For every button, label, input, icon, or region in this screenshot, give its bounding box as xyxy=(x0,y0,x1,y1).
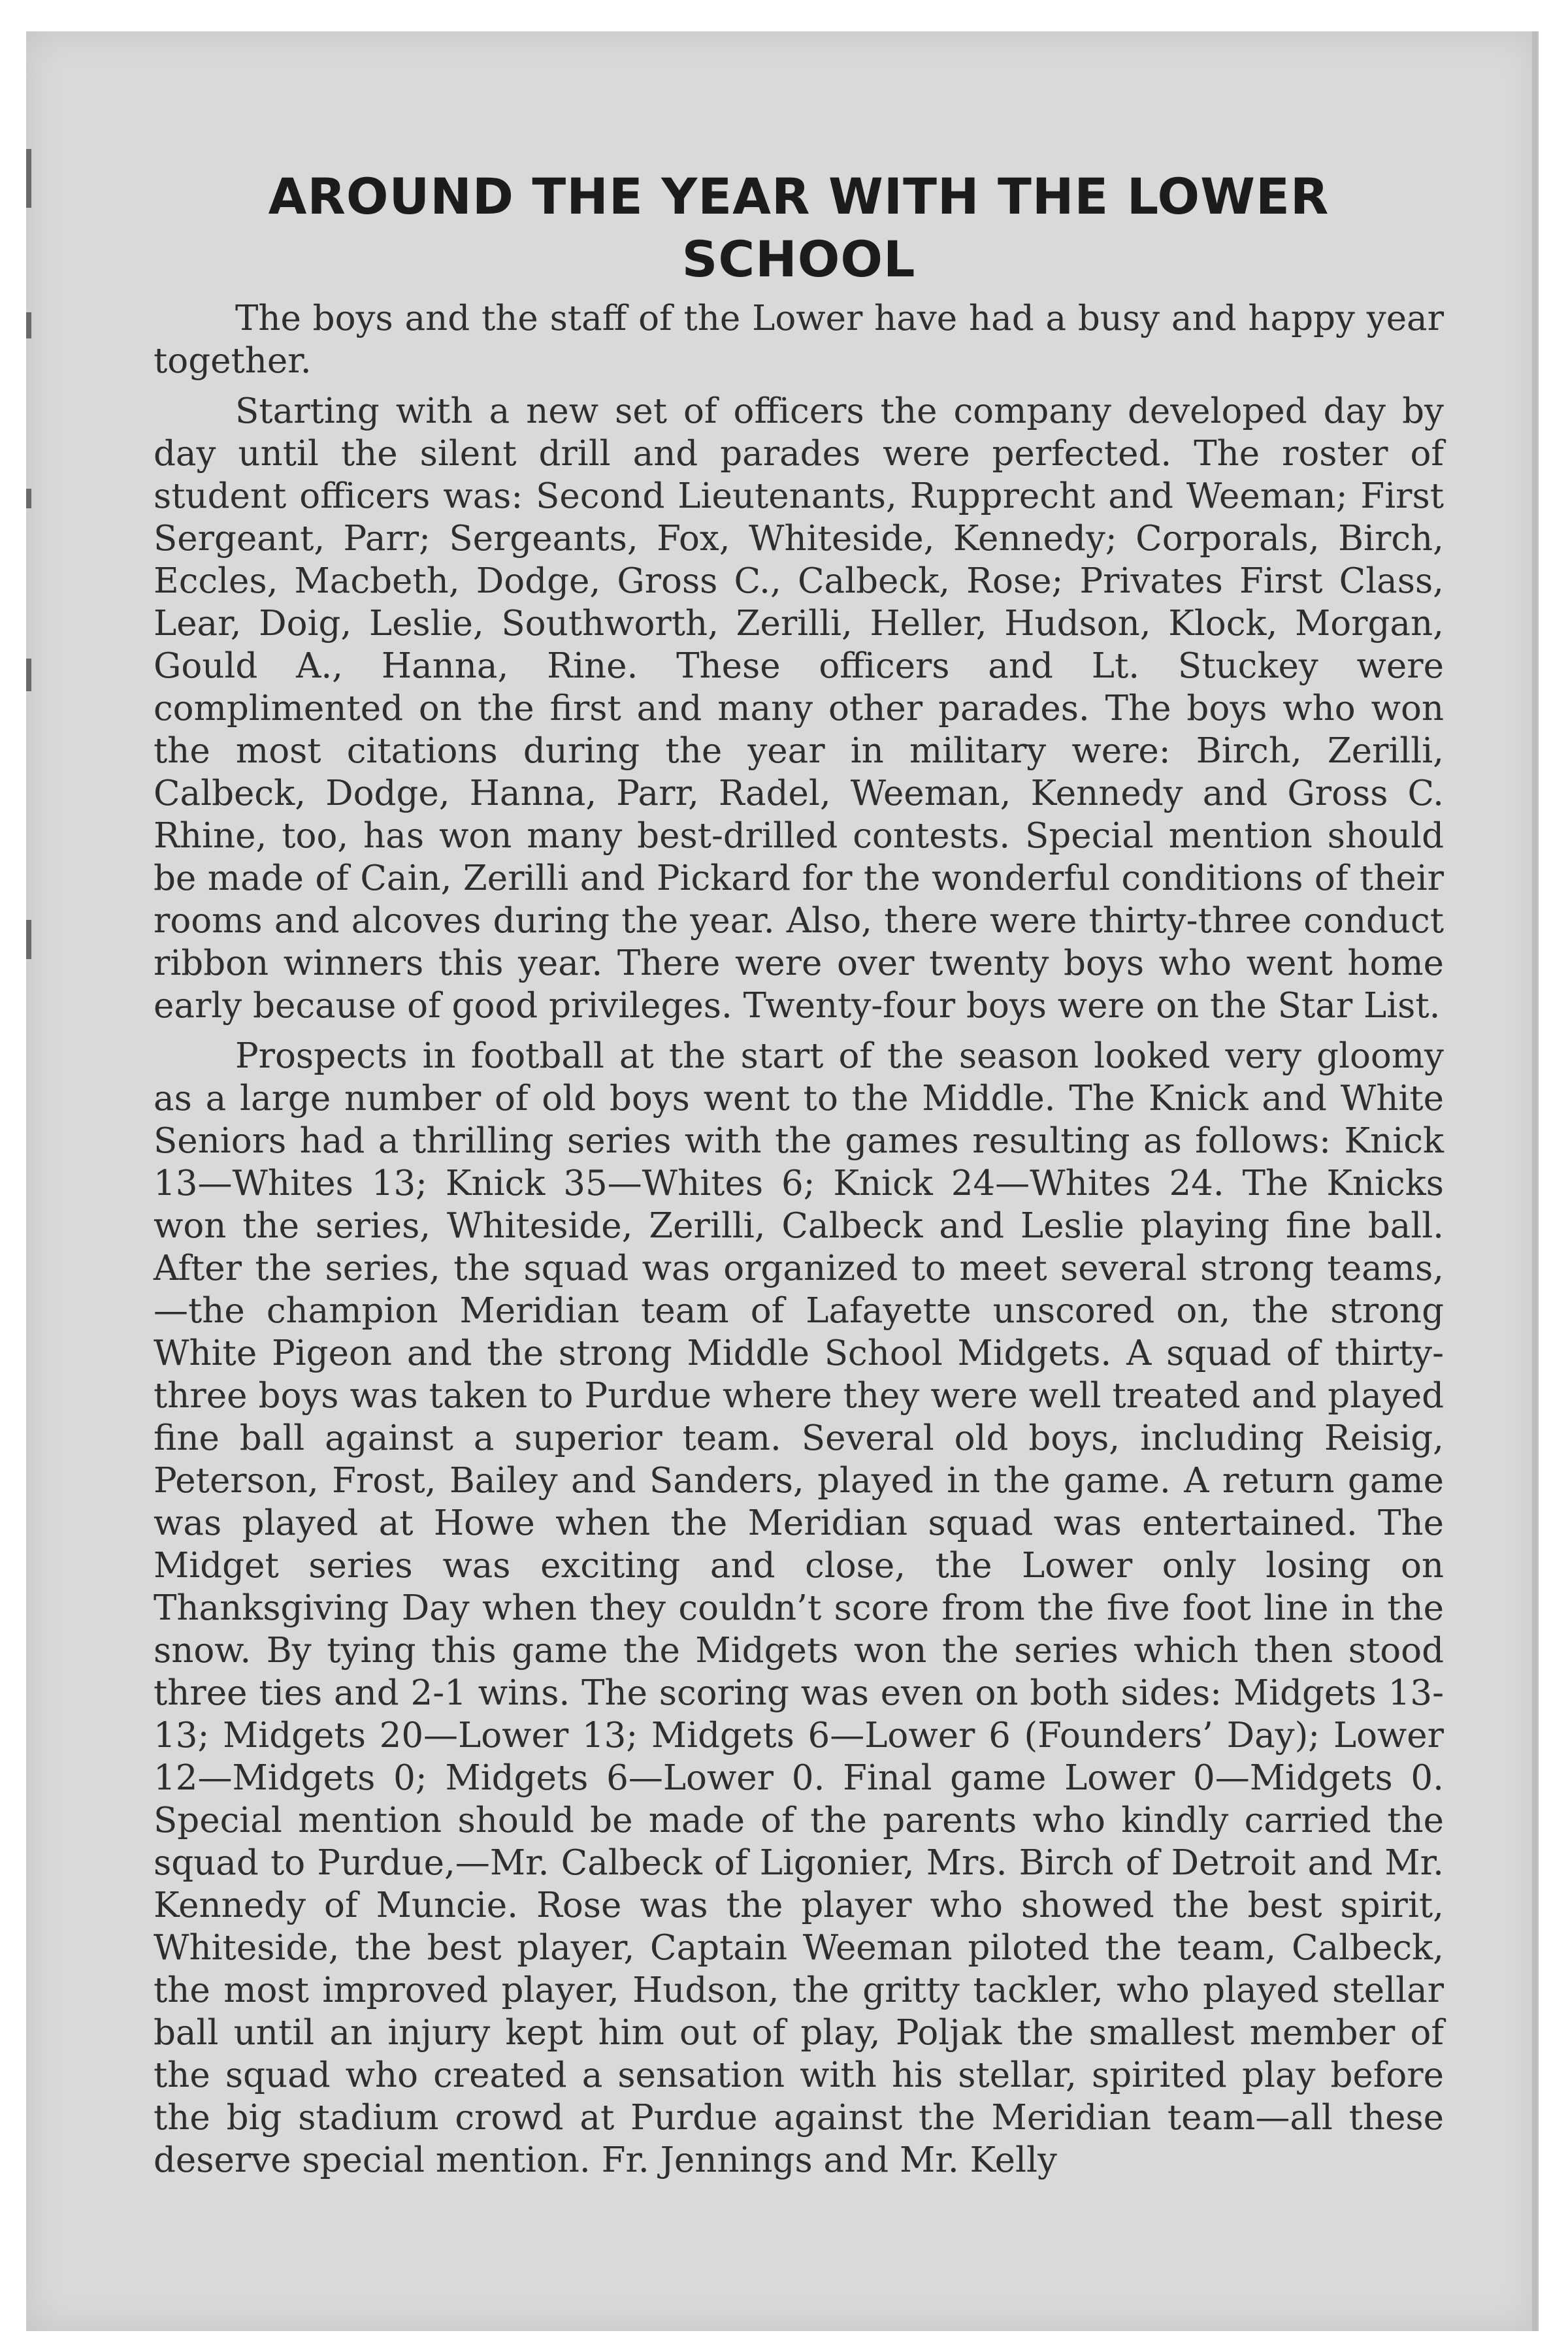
article-paragraph-intro: The boys and the staff of the Lower have had a busy and happy year together. xyxy=(154,299,1444,381)
binding-edge-mark xyxy=(26,920,31,959)
page-edge-shadow xyxy=(1532,31,1539,2331)
article-title: AROUND THE YEAR WITH THE LOWER SCHOOL xyxy=(268,167,1330,288)
article-paragraph-football: Prospects in football at the start of the season looked very gloomy as a large number of old boys went to the Middle. The Knick and White Seniors had a thrilling series with the games resulting as follows: Knick 13—Whites 13; Knick 35—Whites 6; Knick 24—Whites 24. The Knicks won the series, Whiteside, Zerilli, Calbeck and Leslie playing fine ball. After the series, the squad was organized to meet several strong teams,—the champion Meridian team of Lafayette unscored on, the strong White Pigeon and the strong Middle School Midgets. A squad of thirty-three boys was taken to Purdue where they were well treated and played fine ball against a superior team. Several old boys, including Reisig, Peterson, Frost, Bailey and Sanders, played in the game. A return game was played at Howe when the Meridian squad was entertained. The Midget series was exciting and close, the Lower only losing on Thanksgiving Day when they couldn’t score from the five foot line in the snow. By tying this game the Midgets won the series which then stood three ties and 2-1 wins. The scoring was even on both sides: Midgets 13-13; Midgets 20—Lower 13; Midgets 6—Lower 6 (Founders’ Day); Lower 12—Midgets 0; Midgets 6—Lower 0. Final game Lower 0—Midgets 0. Special mention should be made of the parents who kindly carried the squad to Purdue,—Mr. Calbeck of Ligonier, Mrs. Birch of Detroit and Mr. Kennedy of Muncie. Rose was the player who showed the best spirit, Whiteside, the best player, Captain Weeman piloted the team, Calbeck, the most improved player, Hudson, the gritty tackler, who played stellar ball until an injury kept him out of play, Poljak the smallest member of the squad who created a sensation with his stellar, spirited play before the big stadium crowd at Purdue against the Meridian team—all these deserve special mention. Fr. Jennings and Mr. Kelly xyxy=(154,1036,1444,2180)
article xyxy=(154,165,1444,2253)
binding-edge-mark xyxy=(26,312,31,338)
article-paragraph-officers: Starting with a new set of officers the company developed day by day until the silent drill and parades were perfected. The roster of student officers was: Second Lieutenants, Rupprecht and Weeman; First Sergeant, Parr; Sergeants, Fox, Whiteside, Kennedy; Corporals, Birch, Eccles, Macbeth, Dodge, Gross C., Calbeck, Rose; Privates First Class, Lear, Doig, Leslie, Southworth, Zerilli, Heller, Hudson, Klock, Morgan, Gould A., Hanna, Rine. These officers and Lt. Stuckey were complimented on the first and many other parades. The boys who won the most citations during the year in military were: Birch, Zerilli, Calbeck, Dodge, Hanna, Parr, Radel, Weeman, Kennedy and Gross C. Rhine, too, has won many best-drilled contests. Special mention should be made of Cain, Zerilli and Pickard for the wonderful conditions of their rooms and alcoves during the year. Also, there were thirty-three conduct ribbon winners this year. There were over twenty boys who went home early because of good privileges. Twenty-four boys were on the Star List. xyxy=(154,391,1444,1026)
printed-page xyxy=(26,31,1539,2331)
binding-edge-mark xyxy=(26,489,31,508)
binding-edge-mark xyxy=(26,659,31,691)
binding-edge-mark xyxy=(26,149,31,208)
